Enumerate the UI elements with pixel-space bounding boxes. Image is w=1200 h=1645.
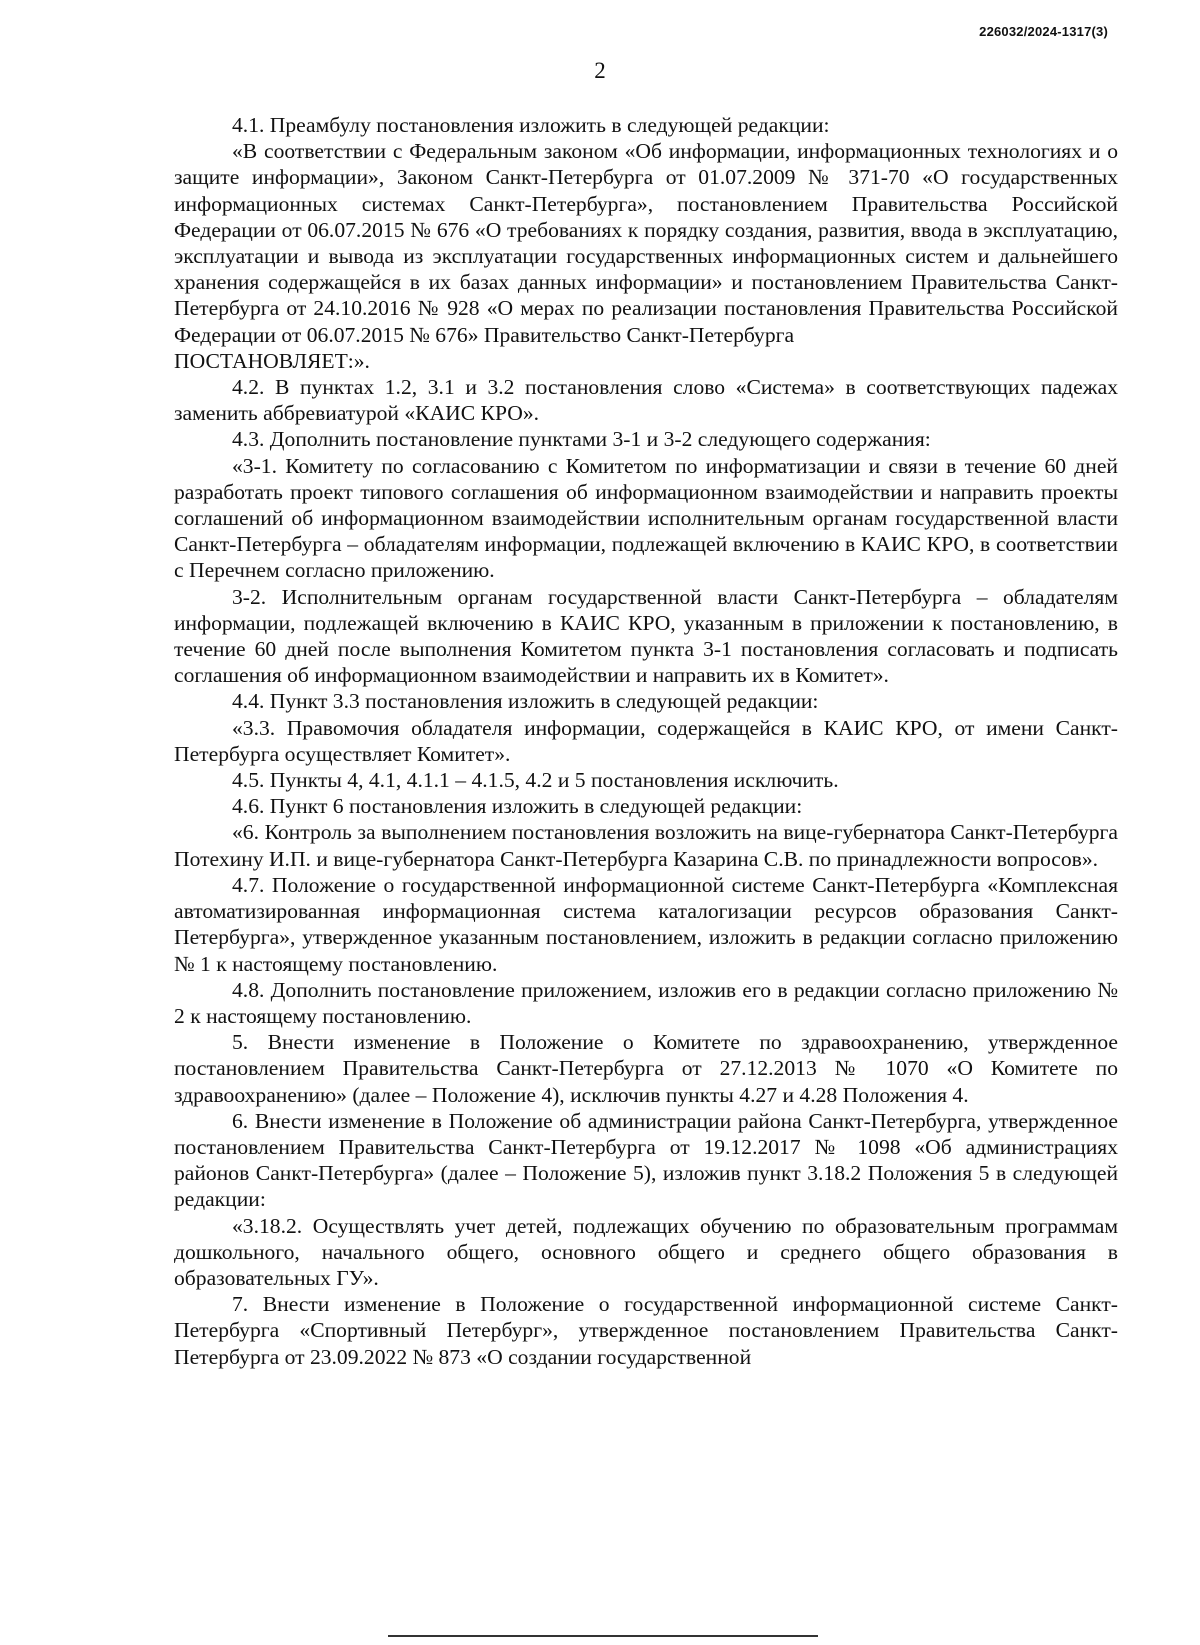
- paragraph-4-1: 4.1. Преамбулу постановления изложить в следующей редакции:: [232, 113, 830, 137]
- paragraph-4-3: 4.3. Дополнить постановление пунктами 3-1 и 3-2 следующего содержания:: [232, 427, 931, 452]
- paragraph-3-2: 3-2. Исполнительным органам государственной власти Санкт-Петербурга – обладателям информации, подлежащей включению в КАИС КРО, указанным в приложении к постановлению, в течение 60 дней после выполнения Комитетом пункта 3-1 постановления согласовать и подписать соглашения об информационном взаимодействии и направить их в Комитет».: [174, 584, 1118, 688]
- paragraph-4-6: 4.6. Пункт 6 постановления изложить в следующей редакции:: [232, 794, 803, 819]
- paragraph-6-control: «6. Контроль за выполнением постановления возложить на вице-губернатора Санкт-Петербурга Потехину И.П. и вице-губернатора Санкт-Петербурга Казарина С.В. по принадлежности вопросов».: [174, 820, 1118, 871]
- page-number: 2: [594, 58, 606, 83]
- paragraph-4-8: 4.8. Дополнить постановление приложением, изложив его в редакции согласно приложению № 2 к настоящему постановлению.: [174, 977, 1118, 1028]
- paragraph-4-4: 4.4. Пункт 3.3 постановления изложить в следующей редакции:: [232, 689, 819, 714]
- document-reference-number: 226032/2024-1317(3): [979, 24, 1108, 39]
- page-bottom-divider: [388, 1635, 818, 1637]
- paragraph-3-18-2: «3.18.2. Осуществлять учет детей, подлежащих обучению по образовательным программам дошкольного, начального общего, основного общего и среднего общего образования в образовательных ГУ».: [174, 1213, 1118, 1290]
- paragraph-3-3: «3.3. Правомочия обладателя информации, содержащейся в КАИС КРО, от имени Санкт-Петербурга осуществляет Комитет».: [174, 715, 1118, 766]
- paragraph-4-5: 4.5. Пункты 4, 4.1, 4.1.1 – 4.1.5, 4.2 и 5 постановления исключить.: [232, 768, 839, 793]
- paragraph-6: 6. Внести изменение в Положение об администрации района Санкт-Петербурга, утвержденное постановлением Правительства Санкт-Петербурга от 19.12.2017 № 1098 «Об администрациях районов Санкт-Петербурга» (далее – Положение 5), изложив пункт 3.18.2 Положения 5 в следующей редакции:: [174, 1108, 1118, 1212]
- document-body: [174, 112, 1118, 1370]
- paragraph-preamble-text: «В соответствии с Федеральным законом «Об информации, информационных технологиях и о защите информации», Законом Санкт-Петербурга от 01.07.2009 № 371-70 «О государственных информационных системах Санкт-Петербурга», постановлением Правительства Российской Федерации от 06.07.2015 № 676 «О требованиях к порядку создания, развития, ввода в эксплуатацию, эксплуатации и вывода из эксплуатации государственных информационных систем и дальнейшего хранения содержащейся в их базах данных информации» и постановлением Правительства Санкт-Петербурга от 24.10.2016 № 928 «О мерах по реализации постановления Правительства Российской Федерации от 06.07.2015 № 676» Правительство Санкт-Петербурга: [174, 139, 1118, 347]
- paragraph-7: 7. Внести изменение в Положение о государственной информационной системе Санкт-Петербурга «Спортивный Петербург», утвержденное постановлением Правительства Санкт-Петербурга от 23.09.2022 № 873 «О создании государственной: [174, 1292, 1118, 1369]
- paragraph-postanovlyaet: ПОСТАНОВЛЯЕТ:».: [174, 348, 370, 373]
- paragraph-5: 5. Внести изменение в Положение о Комитете по здравоохранению, утвержденное постановлением Правительства Санкт-Петербурга от 27.12.2013 № 1070 «О Комитете по здравоохранению» (далее – Положение 4), исключив пункты 4.27 и 4.28 Положения 4.: [174, 1030, 1118, 1107]
- paragraph-4-7: 4.7. Положение о государственной информационной системе Санкт-Петербурга «Комплексная автоматизированная информационная система каталогизации ресурсов образования Санкт-Петербурга», утвержденное указанным постановлением, изложить в редакции согласно приложению № 1 к настоящему постановлению.: [174, 872, 1118, 976]
- paragraph-3-1: «3-1. Комитету по согласованию с Комитетом по информатизации и связи в течение 60 дней разработать проект типового соглашения об информационном взаимодействии и направить проекты соглашений об информационном взаимодействии исполнительным органам государственной власти Санкт-Петербурга – обладателям информации, подлежащей включению в КАИС КРО, в соответствии с Перечнем согласно приложению.: [174, 453, 1118, 583]
- paragraph-4-2: 4.2. В пунктах 1.2, 3.1 и 3.2 постановления слово «Система» в соответствующих падежах заменить аббревиатурой «КАИС КРО».: [174, 375, 1118, 426]
